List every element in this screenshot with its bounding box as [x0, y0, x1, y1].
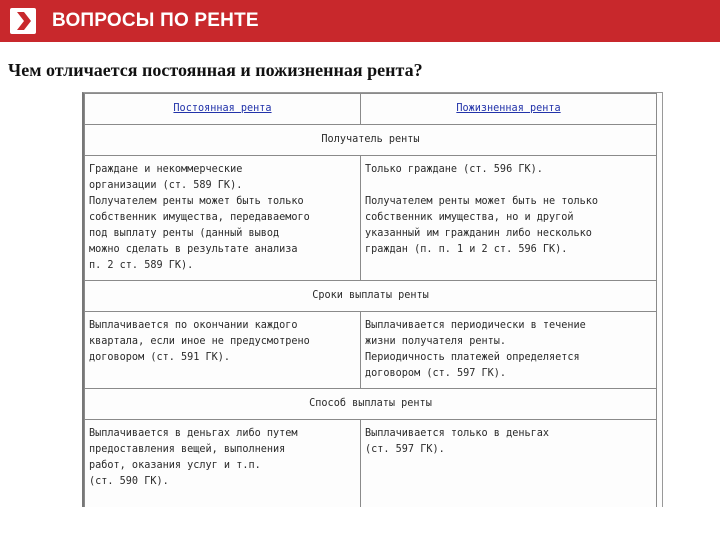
header-bar — [0, 0, 720, 42]
cell-line: Только граждане (ст. 596 ГК). — [365, 164, 543, 175]
cell-line: собственник имущества, но и другой — [365, 212, 574, 223]
cell-line: можно сделать в результате анализа — [89, 244, 298, 255]
section-row — [85, 281, 657, 312]
cell-line: п. 2 ст. 589 ГК). — [89, 260, 194, 271]
table-row — [85, 312, 657, 389]
section-row — [85, 125, 657, 156]
cell-line: Выплачивается в деньгах либо путем — [89, 428, 298, 439]
section-row — [85, 389, 657, 420]
cell-line: Выплачивается по окончании каждого — [89, 320, 298, 331]
table-cell-left — [85, 312, 361, 389]
cell-line: Получателем ренты может быть только — [89, 196, 304, 207]
table-cell-right — [361, 420, 657, 508]
table-row — [85, 420, 657, 508]
chevron-right-icon — [10, 8, 36, 34]
cell-line: работ, оказания услуг и т.п. — [89, 460, 261, 471]
table-header-row — [85, 94, 657, 125]
column-header-link[interactable]: Пожизненная рента — [456, 103, 561, 114]
cell-line — [365, 178, 652, 194]
cell-line: предоставления вещей, выполнения — [89, 444, 286, 455]
cell-line: указанный им гражданин либо несколько — [365, 228, 592, 239]
section-title: Сроки выплаты ренты — [85, 281, 657, 312]
table-cell-right — [361, 312, 657, 389]
cell-line: организации (ст. 589 ГК). — [89, 180, 243, 191]
header-title: ВОПРОСЫ ПО РЕНТЕ — [52, 10, 259, 31]
cell-line: собственник имущества, передаваемого — [89, 212, 310, 223]
column-header[interactable] — [85, 94, 361, 125]
question-heading: Чем отличается постоянная и пожизненная рента? — [8, 60, 423, 80]
section-title: Способ выплаты ренты — [85, 389, 657, 420]
document-scan — [82, 92, 663, 507]
cell-line: Выплачивается только в деньгах — [365, 428, 550, 439]
cell-line: Граждане и некоммерческие — [89, 164, 243, 175]
column-header[interactable] — [361, 94, 657, 125]
cell-line: квартала, если иное не предусмотрено — [89, 336, 310, 347]
table-cell-left — [85, 156, 361, 281]
section-title: Получатель ренты — [85, 125, 657, 156]
comparison-table — [84, 93, 657, 507]
cell-line: Периодичность платежей определяется — [365, 352, 580, 363]
cell-line: Выплачивается периодически в течение — [365, 320, 586, 331]
cell-line: (ст. 597 ГК). — [365, 444, 445, 455]
cell-line: (ст. 590 ГК). — [89, 476, 169, 487]
cell-line: Получателем ренты может быть не только — [365, 196, 599, 207]
table-cell-right — [361, 156, 657, 281]
cell-line: договором (ст. 597 ГК). — [365, 368, 507, 379]
column-header-link[interactable]: Постоянная рента — [173, 103, 272, 114]
cell-line: жизни получателя ренты. — [365, 336, 507, 347]
table-cell-left — [85, 420, 361, 508]
cell-line: граждан (п. п. 1 и 2 ст. 596 ГК). — [365, 244, 568, 255]
table-row — [85, 156, 657, 281]
cell-line: договором (ст. 591 ГК). — [89, 352, 231, 363]
cell-line: под выплату ренты (данный вывод — [89, 228, 280, 239]
